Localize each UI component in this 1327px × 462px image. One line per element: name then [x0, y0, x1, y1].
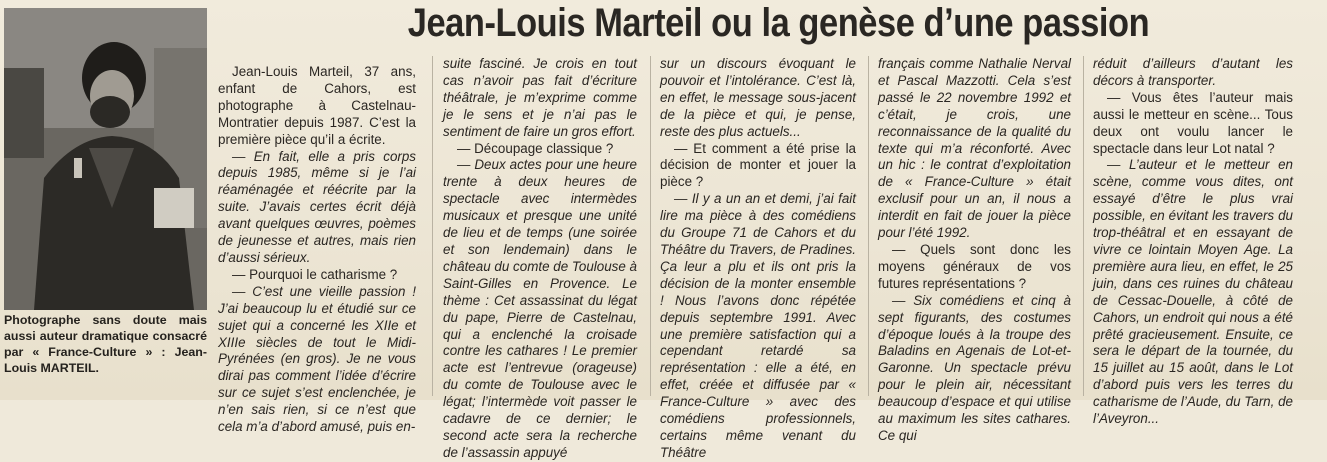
article-column-1 — [218, 64, 416, 435]
article-paragraph: français comme Nathalie Nerval et Pascal Mazzotti. Cela s’est passé le 22 novembre 1992 et c’était, je crois, une reconnaissance de la qualité du texte qui m’a réconforté. Avec un hic : le contrat d’exploitation de « France-Culture » était exclusif pour un an, il nous a interdit en fait de jouer la pièce pour l’été 1992. — [878, 56, 1071, 241]
column-divider — [650, 56, 651, 396]
article-paragraph: — Il y a un an et demi, j’ai fait lire ma pièce à des comédiens du Groupe 71 de Cahors et du Théâtre du Travers, de Pradines. Ça leur a plu et ils ont pris la décision de la monter ensemble ! Nous l’avons donc répétée depuis septembre 1991. Avec une première satisfaction qui a cependant retardé sa représentation : elle a été, en effet, créée et diffusée par « France-Culture » avec des comédiens professionnels, certains même venant du Théâtre — [660, 191, 856, 460]
column-divider — [1083, 56, 1084, 396]
article-column-3 — [660, 56, 856, 460]
article-paragraph: — L’auteur et le metteur en scène, comme vous dites, ont essayé d’être le plus vrai possible, en évitant les travers du trop-théâtral et en essayant de vivre ce lointain Moyen Age. La première aura lieu, en effet, le 25 juin, dans ces ruines du château de Cessac-Douelle, à côté de Cahors, un endroit qui nous a été prêté gracieusement. Ensuite, ce sera le départ de la tournée, du 15 juillet au 15 août, dans le Lot d’abord puis vers les terres du catharisme de l’Aude, du Tarn, de l’Aveyron... — [1093, 157, 1293, 427]
photo-caption: Photographe sans doute mais aussi auteur dramatique consacré par « France-Culture » : Jean-Louis MARTEIL. — [4, 313, 207, 375]
article-paragraph: — C’est une vieille passion ! J’ai beaucoup lu et étudié sur ce sujet qui a concerné les XIIe et XIIIe siècles de tout le Midi-Pyrénées (en gros). Je ne vous dirai pas comment l’idée d’écrire sur ce sujet s’est enclenchée, je n’en sais rien, si ce n’est que cela m’a d’abord amusé, puis en- — [218, 283, 416, 435]
article-column-5 — [1093, 56, 1293, 427]
article-paragraph: — Six comédiens et cinq à sept figurants, des costumes d’époque loués à la troupe des Baladins en Agenais de Lot-et-Garonne. Un spectacle prévu pour le plein air, nécessitant beaucoup d’espace et qui utilise au maximum les sites cathares. Ce qui — [878, 292, 1071, 443]
article-paragraph: — Découpage classique ? — [457, 140, 614, 156]
article-paragraph: — En fait, elle a pris corps depuis 1985, même si je l’ai réaménagée et réécrite par la suite. J’avais certes écrit déjà avant quelques œuvres, poèmes de jeunesse et autres, mais rien d’aussi sérieux. — [218, 148, 416, 265]
article-column-2 — [443, 56, 637, 460]
article-paragraph: sur un discours évoquant le pouvoir et l’intolérance. C’est là, en effet, le message sous-jacent de la pièce et qui, je pense, reste des plus actuels... — [660, 56, 856, 139]
article-paragraph: — Pourquoi le catharisme ? — [232, 266, 398, 282]
article-column-4 — [878, 56, 1071, 443]
article-paragraph: suite fasciné. Je crois en tout cas n’avoir pas fait d’écriture théâtrale, je m’exprime comme je le sens et je n’ai pas le sentiment de faire un gros effort. — [443, 56, 637, 139]
column-divider — [432, 56, 433, 396]
portrait-photo — [4, 8, 207, 310]
column-divider — [868, 56, 869, 396]
article-paragraph: — Et comment a été prise la décision de monter et jouer la pièce ? — [660, 140, 856, 190]
article-paragraph: — Vous êtes l’auteur mais aussi le metteur en scène... Tous deux ont voulu lancer le spectacle dans leur Lot natal ? — [1093, 89, 1293, 156]
article-paragraph: Jean-Louis Marteil, 37 ans, enfant de Cahors, est photographe à Castelnau-Montratier depuis 1987. C’est la première pièce qu’il a écrite. — [218, 64, 416, 147]
article-headline: Jean-Louis Marteil ou la genèse d’une passion — [407, 1, 1150, 45]
article-paragraph: — Deux actes pour une heure trente à deux heures de spectacle avec intermèdes musicaux et presque une unité de lieu et de temps (une soirée et son lendemain) dans le château du comte de Toulouse à Saint-Gilles en Provence. Le thème : Cet assassinat du légat du pape, Pierre de Castelnau, qui a enclenché la croisade contre les cathares ! Le premier acte est l’entrevue (orageuse) du comte de Toulouse avec le légat; l’intermède voit passer le cadavre de ce dernier; le second acte sera la recherche de l’assassin appuyé — [443, 157, 637, 460]
article-paragraph: — Quels sont donc les moyens généraux de vos futures représentations ? — [878, 241, 1071, 291]
article-paragraph: réduit d’ailleurs d’autant les décors à transporter. — [1093, 56, 1293, 88]
